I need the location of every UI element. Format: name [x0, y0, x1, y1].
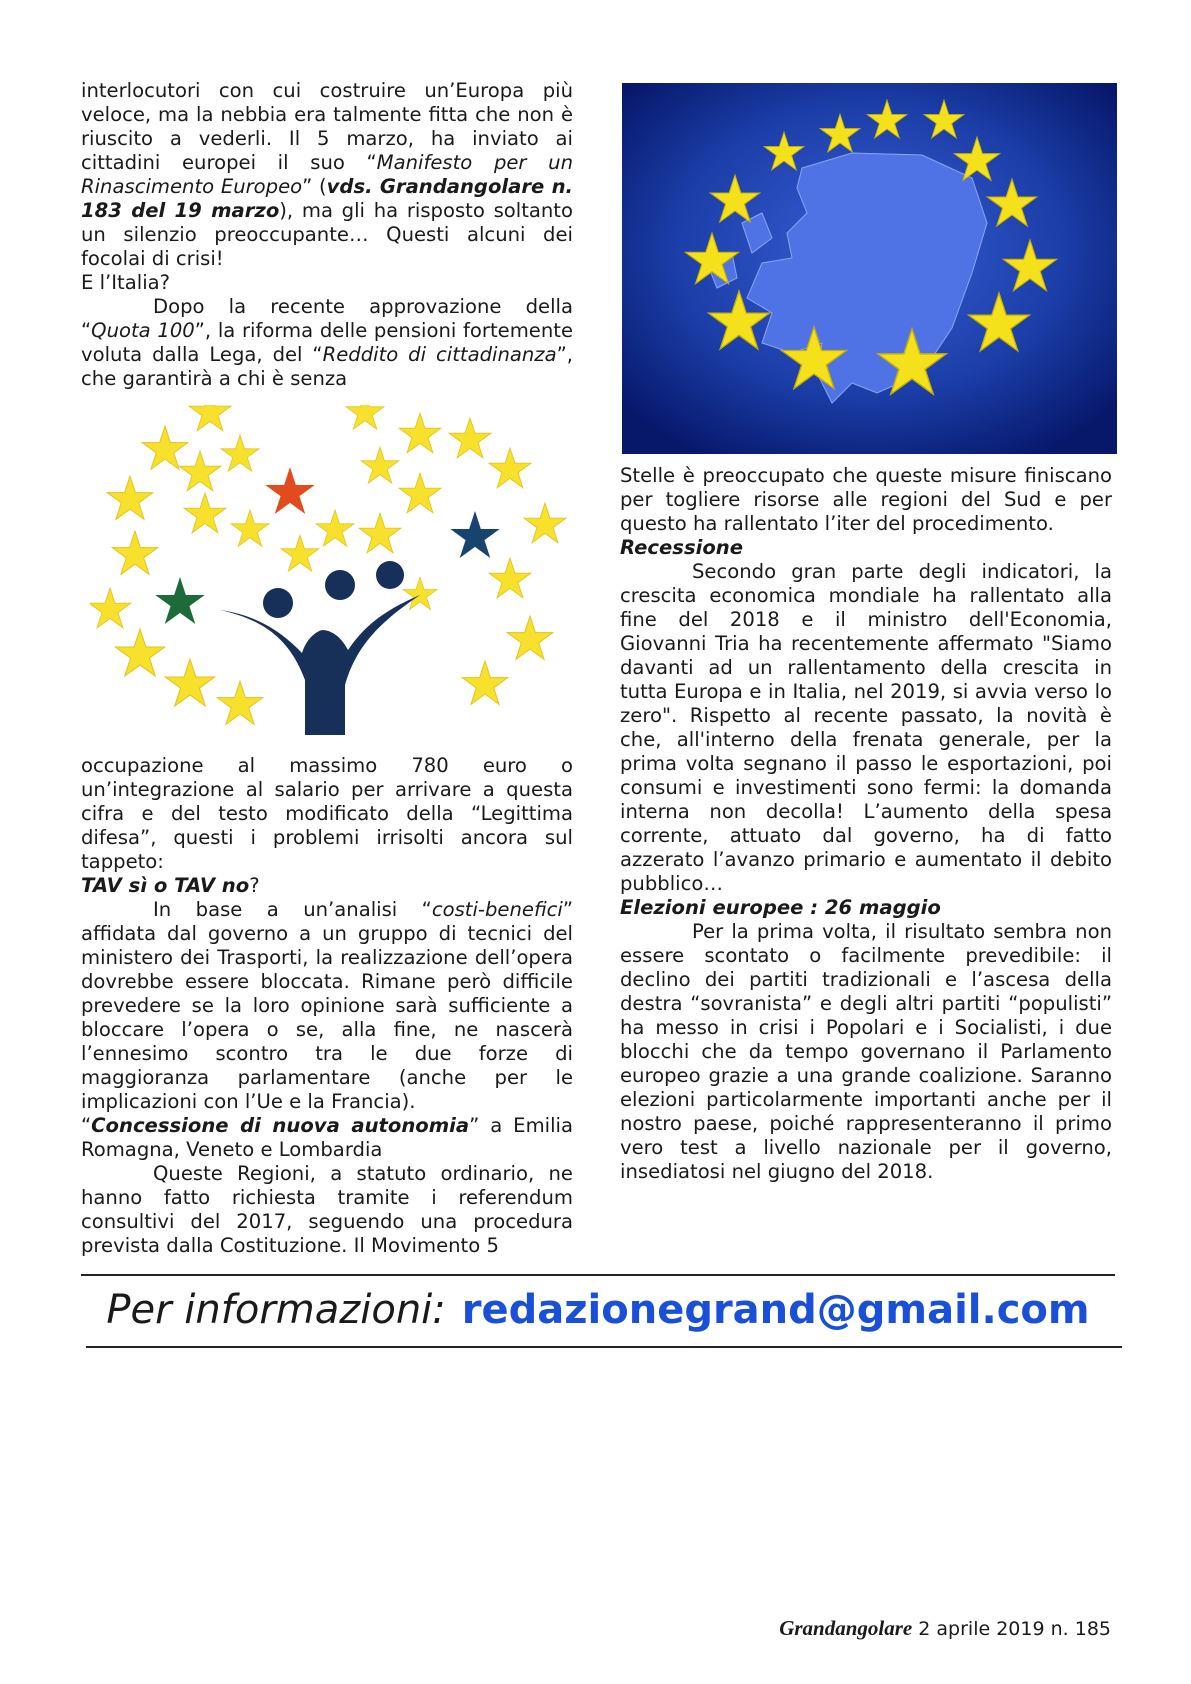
issue-info: 2 aprile 2019 n. 185 [912, 1618, 1111, 1640]
eu-stars-map-icon [622, 83, 1117, 454]
left-column-top [81, 79, 573, 391]
right-column [620, 464, 1112, 1184]
publication-name: Grandangolare [779, 1616, 913, 1640]
stars-people-logo-icon [90, 405, 570, 735]
divider [86, 1346, 1122, 1348]
paragraph: E l’Italia? [81, 271, 171, 294]
contact-banner [81, 1274, 1115, 1346]
paragraph: Secondo gran parte degli indicatori, la crescita economica mondiale ha rallentato alla fine del 2018 e il ministro dell'Economia, Giovanni Tria ha recentemente affermato "Siamo davanti ad un rallentamento della crescita in tutta Europa e in Italia, nel 2019, si avvia verso lo zero". Rispetto al recente passato, la novità è che, all'interno della frenata generale, per la prima volta segnano il passo le esportazioni, poi consumi e investimenti sono fermi: la domanda interna non decolla! L’aumento della spesa corrente, attuato dal governo, ha di fatto azzerato l’avanzo primario e aumentato il debito pubblico… [620, 560, 1112, 895]
section-heading: TAV sì o TAV no? [81, 874, 260, 897]
section-heading: Recessione [620, 536, 744, 559]
contact-label: Per informazioni: [106, 1287, 446, 1333]
left-column-bottom [81, 754, 573, 1258]
paragraph: interlocutori con cui costruire un’Europa più veloce, ma la nebbia era talmente fitta che non è riuscito a vederli. Il 5 marzo, ha inviato ai cittadini europei il suo “Manifesto per un Rinascimento Europeo” (vds. Grandangolare n. 183 del 19 marzo), ma gli ha risposto soltanto un silenzio preoccupante… Questi alcuni dei focolai di crisi! [81, 79, 573, 270]
paragraph: Per la prima volta, il risultato sembra non essere scontato o facilmente prevedibile: il declino dei partiti tradizionali e l’ascesa della destra “sovranista” e degli altri partiti “populisti” ha messo in crisi i Popolari e i Socialisti, i due blocchi che da tempo governano il Parlamento europeo grazie a una grande coalizione. Saranno elezioni particolarmente importanti anche per il nostro paese, poiché rappresenteranno il primo vero test a livello nazionale per il governo, insediatosi nel giugno del 2018. [620, 920, 1112, 1183]
paragraph: occupazione al massimo 780 euro o un’integrazione al salario per arrivare a questa cifra e del testo modificato della “Legittima difesa”, questi i problemi irrisolti ancora sul tappeto: [81, 754, 573, 873]
paragraph: In base a un’analisi “costi-benefici” affidata dal governo a un gruppo di tecnici del ministero dei Trasporti, la realizzazione dell’opera dovrebbe essere bloccata. Rimane però difficile prevedere se la loro opinione sarà sufficiente a bloccare l’opera o se, alla fine, ne nascerà l’ennesimo scontro tra le due forze di maggioranza parlamentare (anche per le implicazioni con l’Ue e la Francia). [81, 898, 573, 1113]
page-footer [779, 1616, 1111, 1641]
paragraph: Queste Regioni, a statuto ordinario, ne hanno fatto richiesta tramite i referendum consultivi del 2017, seguendo una procedura prevista dalla Costituzione. Il Movimento 5 [81, 1162, 573, 1257]
paragraph: Dopo la recente approvazione della “Quota 100”, la riforma delle pensioni fortemente voluta dalla Lega, del “Reddito di cittadinanza”, che garantirà a chi è senza [81, 295, 574, 390]
paragraph: Stelle è preoccupato che queste misure finiscano per togliere risorse alle regioni del Sud e per questo ha rallentato l’iter del procedimento. [620, 464, 1112, 535]
section-heading: “Concessione di nuova autonomia” a Emilia Romagna, Veneto e Lombardia [81, 1114, 573, 1161]
contact-email-link[interactable]: redazionegrand@gmail.com [461, 1287, 1090, 1333]
section-heading: Elezioni europee : 26 maggio [620, 896, 941, 919]
